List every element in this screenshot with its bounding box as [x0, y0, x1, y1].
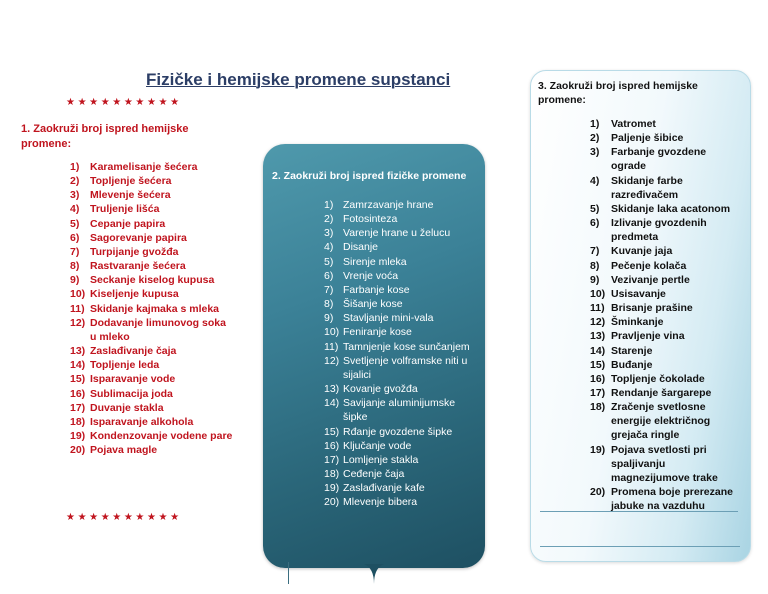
- item-number: 19): [70, 429, 86, 442]
- list-item: [70, 188, 235, 202]
- list-item: [70, 401, 235, 415]
- item-text: Skidanje kajmaka s mleka: [90, 302, 219, 315]
- item-number: 5): [324, 255, 334, 268]
- item-number: 5): [70, 217, 80, 230]
- item-text: Zračenje svetlosne energije električnog grejača ringle: [611, 401, 711, 442]
- item-number: 13): [70, 345, 86, 358]
- item-text: Usisavanje: [611, 287, 666, 300]
- item-number: 15): [590, 358, 606, 371]
- item-number: 20): [590, 486, 606, 499]
- item-text: Ključanje vode: [343, 439, 412, 452]
- list-item: [70, 287, 235, 301]
- item-text: Fotosinteza: [343, 213, 398, 226]
- item-text: Ceđenje čaja: [343, 467, 405, 480]
- item-number: 12): [324, 354, 340, 367]
- item-number: 18): [70, 415, 86, 428]
- list-item: [590, 145, 740, 173]
- item-text: Šminkanje: [611, 316, 664, 329]
- item-number: 20): [70, 444, 86, 457]
- item-text: Dodavanje limunovog soka u mleko: [90, 316, 226, 343]
- item-text: Paljenje šibice: [611, 132, 684, 145]
- item-text: Vatromet: [611, 118, 656, 130]
- item-number: 2): [590, 132, 600, 145]
- item-number: 11): [70, 302, 85, 315]
- list-item: [324, 269, 476, 283]
- item-text: Sagorevanje papira: [90, 231, 187, 244]
- item-number: 13): [324, 383, 340, 396]
- list-item: [590, 358, 740, 372]
- item-number: 3): [324, 227, 334, 240]
- item-text: Pojava magle: [90, 444, 158, 457]
- item-number: 17): [70, 401, 86, 414]
- list-item: [590, 386, 740, 400]
- item-text: Varenje hrane u želucu: [343, 227, 451, 240]
- item-number: 10): [324, 326, 340, 339]
- item-number: 7): [324, 283, 334, 296]
- list-item: [324, 325, 476, 339]
- section1-heading: 1. Zaokruži broj ispred hemijske promene:: [21, 123, 189, 150]
- list-item: [590, 287, 740, 301]
- item-number: 16): [324, 439, 340, 452]
- section2-heading: 2. Zaokruži broj ispred fizičke promene: [272, 170, 467, 182]
- panel-notch-icon: [364, 564, 384, 584]
- item-text: Brisanje prašine: [611, 302, 693, 315]
- item-number: 3): [70, 189, 80, 202]
- list-item: [70, 358, 235, 372]
- item-text: Vezivanje pertle: [611, 273, 690, 286]
- item-number: 6): [590, 217, 600, 230]
- list-item: [70, 302, 235, 316]
- item-text: Tamnjenje kose sunčanjem: [343, 340, 470, 353]
- answer-line: [540, 546, 740, 547]
- item-text: Zaslađivanje kafe: [343, 482, 425, 495]
- item-text: Topljenje šećera: [90, 175, 172, 188]
- decorative-line: [288, 562, 289, 584]
- item-text: Farbanje kose: [343, 283, 410, 296]
- item-text: Starenje: [611, 344, 653, 357]
- item-text: Cepanje papira: [90, 217, 166, 230]
- list-item: [324, 467, 476, 481]
- item-text: Truljenje lišća: [90, 203, 160, 216]
- list-item: [70, 174, 235, 188]
- list-item: [324, 453, 476, 467]
- list-item: [590, 174, 740, 202]
- item-text: Promena boje prerezane jabuke na vazduhu: [611, 486, 733, 513]
- item-text: Seckanje kiselog kupusa: [90, 274, 215, 287]
- item-text: Pojava svetlosti pri spaljivanju magnezijumove trake: [611, 443, 718, 484]
- list-item: [324, 240, 476, 254]
- list-item: [590, 301, 740, 315]
- list-item: [324, 255, 476, 269]
- item-text: Rđanje gvozdene šipke: [343, 425, 453, 438]
- list-item: [324, 439, 476, 453]
- item-text: Kondenzovanje vodene pare: [90, 429, 233, 442]
- item-text: Skidanje farbe razređivačem: [611, 174, 683, 201]
- item-number: 4): [324, 241, 334, 254]
- item-number: 6): [324, 269, 334, 282]
- star-divider-bottom: ★★★★★★★★★★: [66, 512, 182, 523]
- list-item: [590, 216, 740, 244]
- list-item: [324, 226, 476, 240]
- list-item: [590, 259, 740, 273]
- item-number: 6): [70, 231, 80, 244]
- list-item: [70, 344, 235, 358]
- list-item: [70, 245, 235, 259]
- item-number: 15): [324, 425, 340, 438]
- item-number: 17): [324, 453, 340, 466]
- list-item: [590, 202, 740, 216]
- list-item: [324, 481, 476, 495]
- section2-list: [324, 198, 476, 509]
- item-text: Farbanje gvozdene ograde: [611, 146, 707, 173]
- item-number: 18): [324, 467, 340, 480]
- item-text: Topljenje čokolade: [611, 372, 705, 385]
- item-text: Isparavanje alkohola: [90, 415, 194, 428]
- list-item: [324, 340, 476, 354]
- item-text: Skidanje laka acatonom: [611, 202, 731, 215]
- page-title: Fizičke i hemijske promene supstanci: [146, 70, 451, 89]
- item-text: Pečenje kolača: [611, 259, 687, 272]
- list-item: [590, 131, 740, 145]
- item-number: 1): [70, 161, 80, 173]
- item-text: Rendanje šargarepe: [611, 386, 712, 399]
- item-number: 20): [324, 496, 340, 509]
- item-text: Buđanje: [611, 358, 653, 371]
- item-number: 19): [590, 443, 606, 456]
- item-number: 4): [70, 203, 80, 216]
- list-item: [590, 244, 740, 258]
- item-number: 1): [590, 118, 600, 130]
- list-item: [324, 354, 476, 382]
- item-text: Disanje: [343, 241, 379, 254]
- item-number: 15): [70, 373, 86, 386]
- item-number: 12): [70, 316, 86, 329]
- item-text: Karamelisanje šećera: [90, 161, 198, 173]
- list-item: [324, 382, 476, 396]
- list-item: [70, 217, 235, 231]
- item-number: 14): [70, 359, 86, 372]
- item-text: Stavljanje mini-vala: [343, 312, 434, 325]
- list-item: [70, 372, 235, 386]
- list-item: [70, 231, 235, 245]
- item-text: Zaslađivanje čaja: [90, 345, 177, 358]
- item-text: Sublimacija joda: [90, 387, 173, 400]
- item-number: 9): [70, 274, 80, 287]
- item-number: 17): [590, 386, 606, 399]
- item-text: Svetljenje volframske niti u sijalici: [343, 354, 468, 381]
- list-item: [70, 415, 235, 429]
- item-text: Zamrzavanje hrane: [343, 199, 434, 211]
- item-number: 11): [590, 302, 605, 315]
- item-text: Isparavanje vode: [90, 373, 176, 386]
- list-item: [324, 283, 476, 297]
- list-item: [590, 443, 740, 485]
- item-text: Izlivanje gvozdenih predmeta: [611, 217, 707, 244]
- list-item: [70, 429, 235, 443]
- item-number: 1): [324, 199, 334, 211]
- section1-list: [70, 160, 235, 457]
- item-number: 4): [590, 174, 600, 187]
- item-text: Rastvaranje šećera: [90, 260, 186, 273]
- list-item: [590, 117, 740, 131]
- item-number: 14): [590, 344, 606, 357]
- item-text: Kiseljenje kupusa: [90, 288, 179, 301]
- list-item: [324, 212, 476, 226]
- list-item: [70, 202, 235, 216]
- item-text: Mlevenje bibera: [343, 496, 418, 509]
- item-number: 10): [590, 287, 606, 300]
- item-text: Topljenje leda: [90, 359, 160, 372]
- list-item: [324, 198, 476, 212]
- list-item: [70, 160, 235, 174]
- item-number: 5): [590, 202, 600, 215]
- item-text: Sirenje mleka: [343, 255, 407, 268]
- star-divider-top: ★★★★★★★★★★: [66, 97, 182, 108]
- item-number: 14): [324, 397, 340, 410]
- item-text: Kovanje gvožđa: [343, 383, 418, 396]
- section3-heading: 3. Zaokruži broj ispred hemijske promene:: [538, 80, 698, 106]
- answer-line: [540, 511, 738, 512]
- list-item: [590, 400, 740, 442]
- item-text: Duvanje stakla: [90, 401, 164, 414]
- list-item: [590, 315, 740, 329]
- item-text: Pravljenje vina: [611, 330, 685, 343]
- item-number: 11): [324, 340, 339, 353]
- item-text: Lomljenje stakla: [343, 453, 419, 466]
- list-item: [70, 443, 235, 457]
- list-item: [70, 259, 235, 273]
- item-number: 3): [590, 146, 600, 159]
- item-text: Šišanje kose: [343, 298, 403, 311]
- item-number: 8): [590, 259, 600, 272]
- list-item: [324, 495, 476, 509]
- item-text: Turpijanje gvožđa: [90, 245, 179, 258]
- item-number: 8): [70, 260, 80, 273]
- list-item: [590, 485, 740, 513]
- list-item: [70, 387, 235, 401]
- item-number: 13): [590, 330, 606, 343]
- item-text: Mlevenje šećera: [90, 189, 171, 202]
- item-number: 7): [70, 245, 80, 258]
- list-item: [324, 425, 476, 439]
- item-number: 19): [324, 482, 340, 495]
- list-item: [70, 273, 235, 287]
- list-item: [590, 273, 740, 287]
- list-item: [70, 316, 235, 344]
- list-item: [324, 297, 476, 311]
- item-number: 7): [590, 245, 600, 258]
- section3-list: [590, 117, 740, 513]
- item-number: 8): [324, 298, 334, 311]
- item-number: 9): [590, 273, 600, 286]
- list-item: [324, 311, 476, 325]
- list-item: [590, 344, 740, 358]
- item-number: 16): [590, 372, 606, 385]
- item-number: 2): [324, 213, 334, 226]
- item-text: Feniranje kose: [343, 326, 412, 339]
- list-item: [590, 329, 740, 343]
- item-text: Savijanje aluminijumske šipke: [343, 397, 456, 424]
- item-number: 10): [70, 288, 86, 301]
- item-number: 12): [590, 316, 606, 329]
- item-number: 2): [70, 175, 80, 188]
- list-item: [590, 372, 740, 386]
- item-number: 18): [590, 401, 606, 414]
- item-text: Vrenje voća: [343, 269, 399, 282]
- item-text: Kuvanje jaja: [611, 245, 673, 258]
- item-number: 9): [324, 312, 334, 325]
- item-number: 16): [70, 387, 86, 400]
- list-item: [324, 396, 476, 424]
